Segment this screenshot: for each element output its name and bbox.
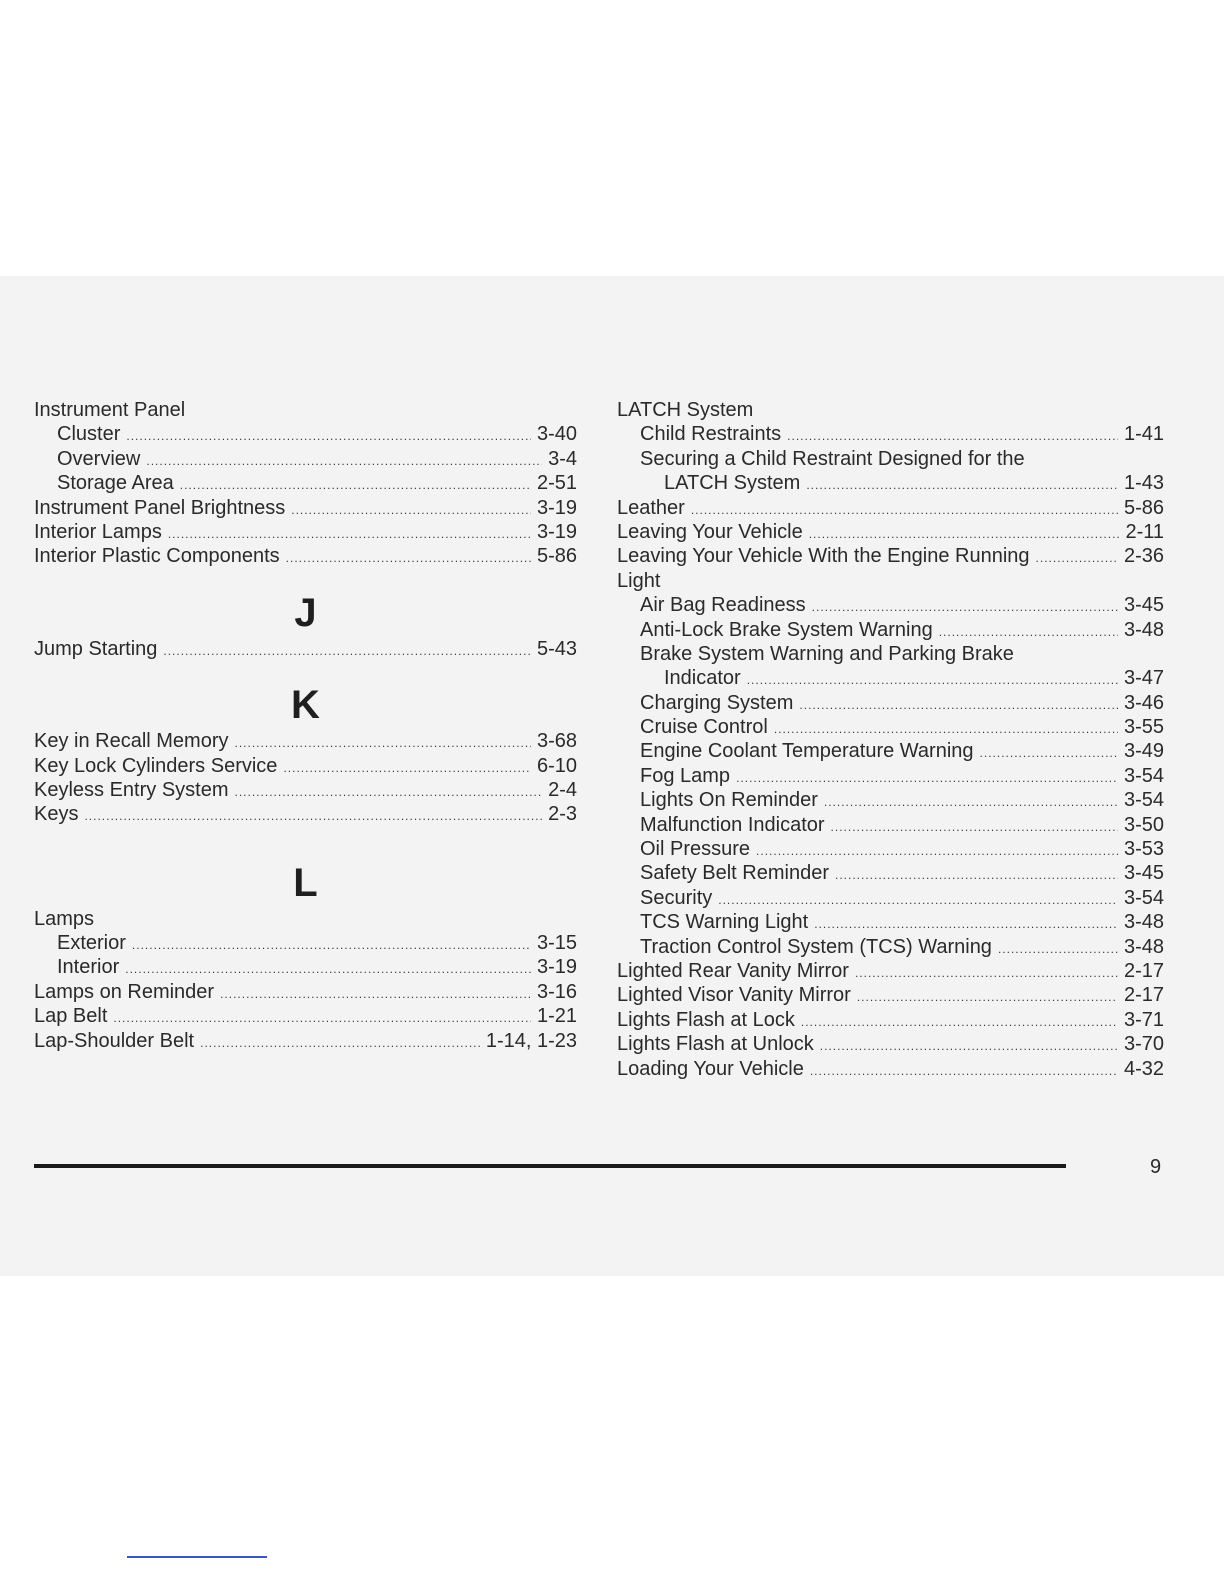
- index-entry: [34, 980, 577, 1004]
- index-entry-label: Interior Plastic Components: [34, 545, 280, 568]
- index-entry-page: 3-19: [536, 520, 577, 543]
- index-entry-page: 2-36: [1123, 545, 1164, 568]
- index-entry-label: LATCH System: [617, 399, 754, 421]
- dot-leader: [756, 839, 1118, 863]
- dot-leader: [291, 498, 531, 522]
- index-entry-page: 1-14, 1-23: [485, 1029, 577, 1052]
- index-entry-page: 1-41: [1123, 423, 1164, 446]
- index-entry-page: 5-86: [536, 545, 577, 568]
- index-entry: [617, 935, 1164, 959]
- index-entry: [617, 422, 1164, 446]
- index-entry-page: 3-40: [536, 423, 577, 446]
- index-entry: [617, 1008, 1164, 1032]
- index-entry-page: 2-3: [548, 803, 577, 826]
- index-entry-page: 3-48: [1123, 618, 1164, 641]
- index-entry-label: Indicator: [664, 667, 741, 690]
- index-entry-label: Cluster: [57, 423, 121, 446]
- section-gap: [34, 661, 577, 681]
- index-entry: [617, 593, 1164, 617]
- index-entry-label: LATCH System: [664, 472, 801, 495]
- index-entry-label: Engine Coolant Temperature Warning: [640, 740, 974, 763]
- index-group-l: [34, 907, 577, 1053]
- index-entry-page: 3-19: [536, 496, 577, 519]
- index-entry-page: 1-43: [1123, 472, 1164, 495]
- dot-leader: [132, 933, 531, 957]
- index-entry-page: 3-45: [1123, 594, 1164, 617]
- index-entry: [34, 422, 577, 446]
- dot-leader: [180, 473, 531, 497]
- index-entry: [34, 729, 577, 753]
- index-entry: [34, 955, 577, 979]
- dot-leader: [806, 473, 1118, 497]
- index-entry-label: Anti-Lock Brake System Warning: [640, 618, 933, 641]
- page-number: 9: [1150, 1156, 1162, 1178]
- index-entry-label: Keyless Entry System: [34, 778, 229, 801]
- index-entry: [34, 778, 577, 802]
- index-entry-page: 3-70: [1123, 1033, 1164, 1056]
- index-entry: [34, 754, 577, 778]
- index-entry: [617, 983, 1164, 1007]
- index-entry-label: TCS Warning Light: [640, 911, 809, 934]
- index-entry-page: 2-51: [536, 472, 577, 495]
- index-entry-page: 3-68: [536, 730, 577, 753]
- index-entry-label: Key in Recall Memory: [34, 730, 229, 753]
- index-entry: [617, 691, 1164, 715]
- index-entry: [34, 1029, 577, 1053]
- index-group-right: [617, 398, 1164, 1081]
- dot-leader: [113, 1006, 531, 1030]
- index-group-k: [34, 729, 577, 827]
- index-entry: [617, 666, 1164, 690]
- dot-leader: [980, 741, 1118, 765]
- index-entry-label: Instrument Panel Brightness: [34, 496, 286, 519]
- index-entry: [617, 764, 1164, 788]
- dot-leader: [200, 1031, 480, 1055]
- dot-leader: [855, 961, 1118, 985]
- index-entry-label: Brake System Warning and Parking Brake: [640, 642, 1014, 665]
- index-entry: [617, 910, 1164, 934]
- index-entry-label: Child Restraints: [640, 423, 782, 446]
- index-entry: [617, 837, 1164, 861]
- index-entry-page: 5-43: [536, 637, 577, 660]
- section-gap: [34, 569, 577, 589]
- index-entry-label: Loading Your Vehicle: [617, 1057, 804, 1080]
- index-heading: [34, 907, 577, 931]
- index-entry-label: Cruise Control: [640, 716, 768, 739]
- index-entry: [617, 1057, 1164, 1081]
- index-entry-label: Lights Flash at Lock: [617, 1008, 795, 1031]
- index-entry-label: Lighted Visor Vanity Mirror: [617, 984, 851, 1007]
- index-heading: [617, 569, 1164, 593]
- index-entry-label: Malfunction Indicator: [640, 813, 825, 836]
- index-entry-page: 3-47: [1123, 667, 1164, 690]
- index-heading: [617, 447, 1164, 471]
- index-entry-label: Fog Lamp: [640, 764, 731, 787]
- index-entry-label: Interior Lamps: [34, 520, 162, 543]
- index-entry-page: 3-49: [1123, 740, 1164, 763]
- index-entry: [34, 496, 577, 520]
- index-entry-label: Overview: [57, 447, 141, 470]
- index-heading: [617, 398, 1164, 422]
- index-entry-label: Leaving Your Vehicle: [617, 520, 803, 543]
- index-entry-page: 2-17: [1123, 959, 1164, 982]
- dot-leader: [774, 717, 1118, 741]
- dot-leader: [801, 1010, 1118, 1034]
- index-entry-page: 6-10: [536, 754, 577, 777]
- index-entry-page: 3-54: [1123, 764, 1164, 787]
- index-entry-page: 3-16: [536, 980, 577, 1003]
- dot-leader: [146, 449, 542, 473]
- index-entry-page: 3-45: [1123, 862, 1164, 885]
- dot-leader: [799, 693, 1118, 717]
- index-entry-page: 3-4: [548, 447, 577, 470]
- index-entry: [617, 886, 1164, 910]
- index-entry-page: 4-32: [1123, 1057, 1164, 1080]
- dot-leader: [835, 863, 1118, 887]
- index-entry-label: Charging System: [640, 691, 794, 714]
- index-entry: [617, 813, 1164, 837]
- index-entry-label: Lap Belt: [34, 1005, 108, 1028]
- index-entry-label: Safety Belt Reminder: [640, 862, 829, 885]
- index-entry-page: 3-48: [1123, 911, 1164, 934]
- index-entry-label: Lamps on Reminder: [34, 980, 215, 1003]
- dot-leader: [84, 804, 542, 828]
- index-entry: [617, 1032, 1164, 1056]
- section-letter-l: L: [293, 860, 318, 905]
- dot-leader: [747, 668, 1118, 692]
- index-entry-page: 3-54: [1123, 886, 1164, 909]
- index-entry-label: Security: [640, 886, 713, 909]
- index-entry-label: Lap-Shoulder Belt: [34, 1029, 195, 1052]
- index-entry: [34, 1004, 577, 1028]
- index-entry: [34, 931, 577, 955]
- index-group-j: [34, 637, 577, 661]
- index-entry-page: 3-71: [1123, 1008, 1164, 1031]
- dot-leader: [939, 620, 1118, 644]
- index-entry-page: 3-46: [1123, 691, 1164, 714]
- dot-leader: [820, 1034, 1118, 1058]
- dot-leader: [168, 522, 531, 546]
- index-entry-page: 3-15: [536, 932, 577, 955]
- index-entry-label: Leaving Your Vehicle With the Engine Running: [617, 545, 1030, 568]
- section-letter-k: K: [291, 683, 320, 728]
- bottom-link-underline[interactable]: [127, 1556, 267, 1558]
- dot-leader: [235, 780, 543, 804]
- dot-leader: [125, 957, 531, 981]
- index-column-right: [617, 398, 1164, 1081]
- index-entry: [617, 471, 1164, 495]
- dot-leader: [831, 815, 1118, 839]
- index-entry: [617, 618, 1164, 642]
- index-entry-page: 1-21: [536, 1005, 577, 1028]
- section-letter-j: J: [294, 590, 317, 635]
- index-entry-label: Lamps: [34, 907, 95, 930]
- index-entry: [34, 447, 577, 471]
- dot-leader: [286, 546, 531, 570]
- dot-leader: [824, 790, 1118, 814]
- index-entry: [34, 520, 577, 544]
- dot-leader: [787, 424, 1118, 448]
- dot-leader: [283, 756, 531, 780]
- index-entry-label: Securing a Child Restraint Designed for the: [640, 447, 1025, 470]
- index-entry: [34, 802, 577, 826]
- index-entry-label: Jump Starting: [34, 637, 158, 660]
- index-entry-page: 3-53: [1123, 838, 1164, 861]
- index-entry: [34, 471, 577, 495]
- dot-leader: [691, 498, 1118, 522]
- index-heading: [34, 398, 577, 422]
- dot-leader: [1036, 546, 1118, 570]
- index-entry-label: Key Lock Cylinders Service: [34, 754, 278, 777]
- index-entry-page: 2-11: [1125, 520, 1164, 543]
- dot-leader: [810, 1059, 1118, 1083]
- index-entry-label: Lights Flash at Unlock: [617, 1033, 814, 1056]
- index-entry: [617, 544, 1164, 568]
- index-entry: [617, 739, 1164, 763]
- dot-leader: [812, 595, 1118, 619]
- index-entry-label: Oil Pressure: [640, 838, 751, 861]
- index-entry: [617, 520, 1164, 544]
- dot-leader: [736, 766, 1118, 790]
- index-entry-page: 5-86: [1123, 496, 1164, 519]
- index-entry-label: Light: [617, 569, 661, 592]
- index-entry-label: Air Bag Readiness: [640, 594, 806, 617]
- dot-leader: [998, 937, 1118, 961]
- index-entry-label: Traction Control System (TCS) Warning: [640, 935, 992, 958]
- index-entry-label: Leather: [617, 496, 685, 519]
- index-entry-page: 2-17: [1123, 984, 1164, 1007]
- index-entry-page: 3-54: [1123, 789, 1164, 812]
- index-entry-label: Storage Area: [57, 472, 174, 495]
- index-entry: [34, 637, 577, 661]
- index-entry-label: Lighted Rear Vanity Mirror: [617, 959, 849, 982]
- dot-leader: [220, 982, 531, 1006]
- index-entry-page: 3-55: [1123, 716, 1164, 739]
- index-entry-label: Lights On Reminder: [640, 789, 818, 812]
- index-entry: [617, 496, 1164, 520]
- footer-rule: [34, 1164, 1066, 1168]
- index-entry-page: 2-4: [548, 778, 577, 801]
- index-entry: [617, 788, 1164, 812]
- dot-leader: [718, 888, 1118, 912]
- dot-leader: [857, 985, 1118, 1009]
- dot-leader: [163, 639, 531, 663]
- index-entry: [34, 544, 577, 568]
- dot-leader: [235, 731, 531, 755]
- index-entry-label: Interior: [57, 956, 120, 979]
- index-entry: [617, 715, 1164, 739]
- index-entry-page: 3-50: [1123, 813, 1164, 836]
- section-gap: [34, 827, 577, 859]
- dot-leader: [809, 522, 1120, 546]
- index-entry: [617, 861, 1164, 885]
- dot-leader: [126, 424, 531, 448]
- index-entry-label: Keys: [34, 803, 79, 826]
- index-entry-label: Instrument Panel: [34, 399, 186, 421]
- index-entry-page: 3-19: [536, 956, 577, 979]
- index-entry-page: 3-48: [1123, 935, 1164, 958]
- index-heading: [617, 642, 1164, 666]
- index-group-i: [34, 398, 577, 569]
- dot-leader: [814, 912, 1118, 936]
- index-entry-label: Exterior: [57, 932, 126, 955]
- index-column-left: [34, 398, 577, 1053]
- index-entry: [617, 959, 1164, 983]
